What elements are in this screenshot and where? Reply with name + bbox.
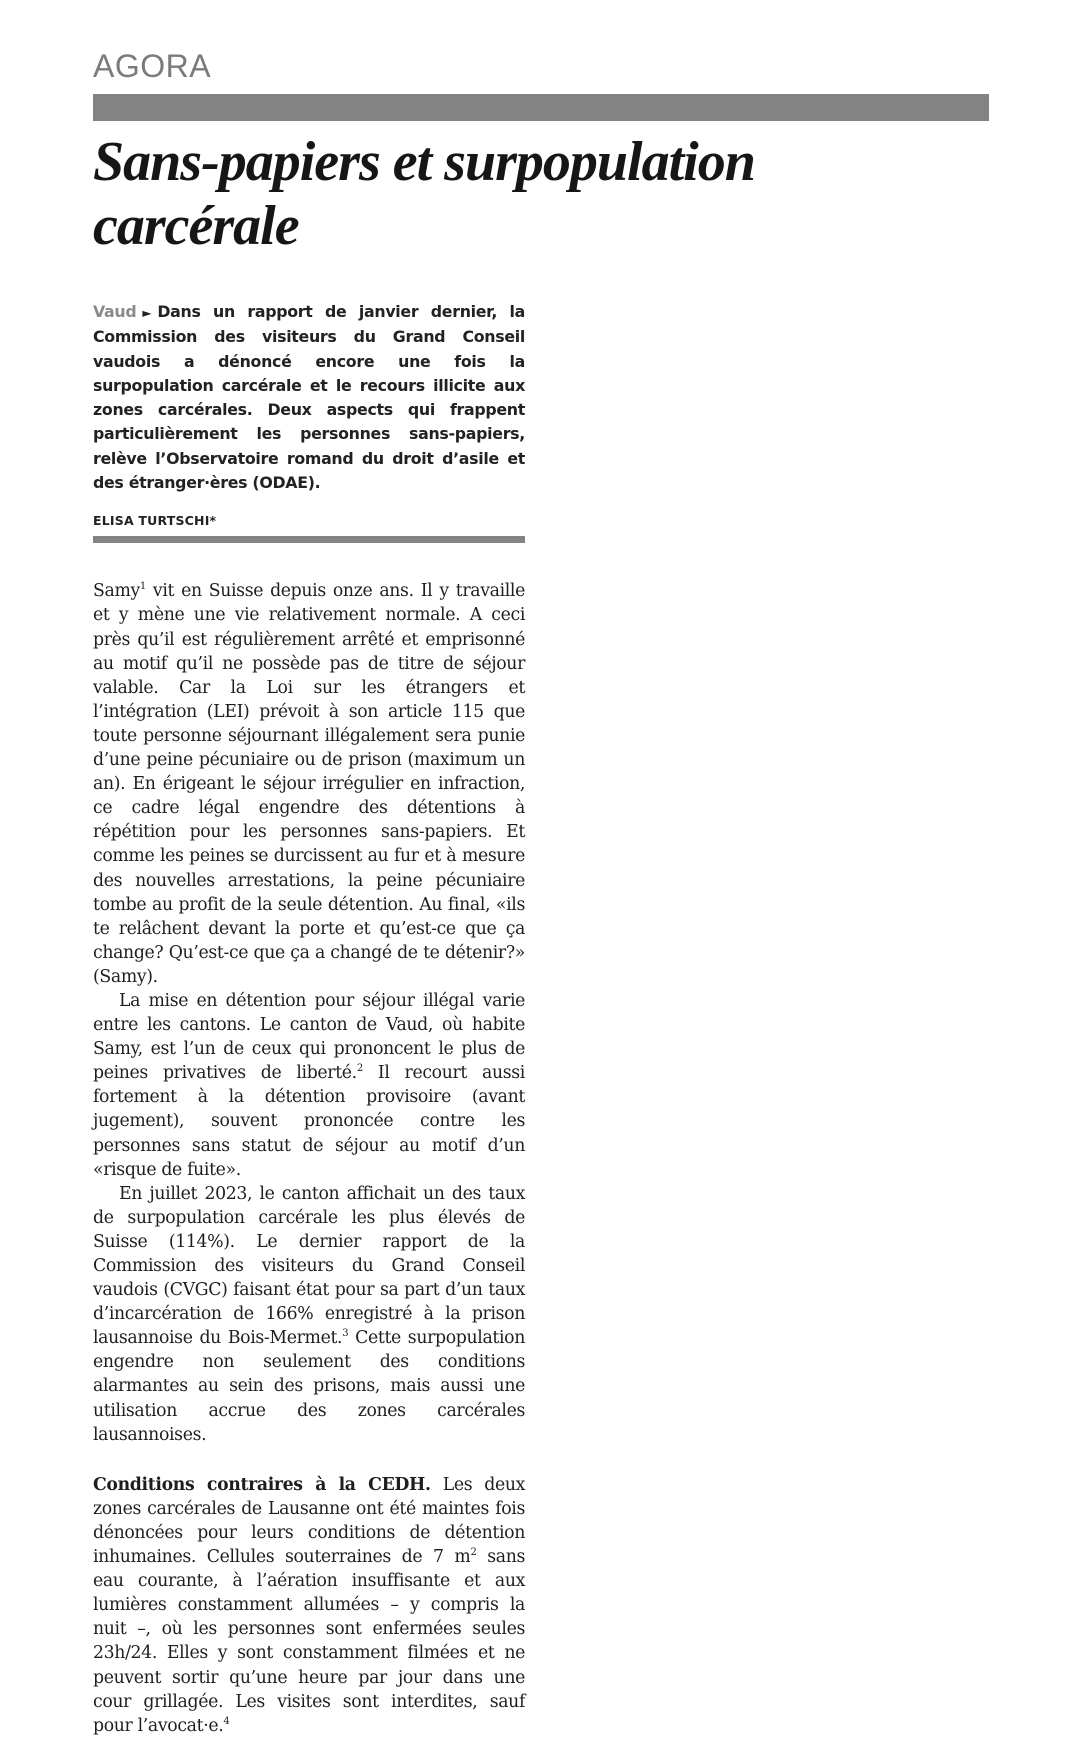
byline-rule [93,536,525,543]
subheading: Conditions contraires à la CEDH. [93,1474,431,1495]
lede-text: Dans un rapport de janvier dernier, la Commission des visiteurs du Grand Conseil vaudois a dénoncé encore une fois la surpopulation carcérale et le recours illicite aux zones carcérales. Deux aspects qui frappent particulièrement les personnes sans-papiers, relève l’Observatoire romand du droit d’asile et des étranger·ères (ODAE). [93,302,525,493]
section-rule [93,94,989,121]
article-body-left [93,579,525,1737]
byline: ELISA TURTSCHI* [93,513,217,529]
section-label: AGORA [93,48,212,84]
paragraph: La mise en détention pour séjour illégal varie entre les cantons. Le canton de Vaud, où habite Samy, est l’un de ceux qui prononcent le plus de peines privatives de liberté.$^2$ Il recourt aussi fortement à la détention provisoire (avant jugement), souvent prononcée contre les personnes sans statut de séjour au motif d’un «risque de fuite». [93,990,525,1180]
lede [93,300,525,495]
headline: Sans-papiers et surpopulation carcérale [93,131,755,257]
paragraph: Samy$^1$ vit en Suisse depuis onze ans. Il y travaille et y mène une vie relativement normale. A ceci près qu’il est régulièrement arrêté et emprisonné au motif qu’il ne possède pas de titre de séjour valable. Car la Loi sur les étrangers et l’intégration (LEI) prévoit à son article 115 que toute personne séjournant illégalement sera punie d’une peine pécuniaire ou de prison (maximum un an). En érigeant le séjour irrégulier en infraction, ce cadre légal engendre des détentions à répétition pour les personnes sans-papiers. Et comme les peines se durcissent au fur et à mesure des nouvelles arrestations, la peine pécuniaire tombe au profit de la seule détention. Au final, «ils te relâchent devant la porte et qu’est-ce que ça change? Qu’est-ce que ça a changé de te détenir?» (Samy). [93,581,525,987]
footnote-ref: 2 [356,1063,363,1075]
footnote-ref: 4 [223,1715,230,1727]
kicker: Vaud [93,302,137,321]
paragraph: En juillet 2023, le canton affichait un des taux de surpopulation carcérale les plus élevés de Suisse (114%). Le dernier rapport de la Commission des visiteurs du Grand Conseil vaudois (CVGC) faisant état pour sa part d’un taux d’incarcération de 166% enregistré à la prison lausannoise du Bois-Mermet.$^3$ Cette surpopulation engendre non seulement des conditions alarmantes au sein des prisons, mais aussi une utilisation accrue des zones carcérales lausannoises. [93,1183,526,1445]
footnote-ref: 3 [342,1328,349,1340]
paragraph: Conditions contraires à la CEDH. Les deux zones carcérales de Lausanne ont été maintes fois dénoncées pour leurs conditions de détention inhumaines. Cellules souterraines de 7 $m^2$ sans eau courante, à l’aération insuffisante et aux lumières constamment allumées – y compris la nuit –, où les personnes sont enfermées seules 23h/24. Elles y sont constamment filmées et ne peuvent sortir qu’une heure par jour dans une cour grillagée. Les visites sont interdites, sauf pour l’avocat·e.$^4$ [93,1474,526,1736]
column-left [93,300,525,1738]
footnote-ref: 1 [139,581,146,593]
arrow-right-icon: ► [142,306,152,320]
superscript-2: 2 [470,1547,477,1559]
